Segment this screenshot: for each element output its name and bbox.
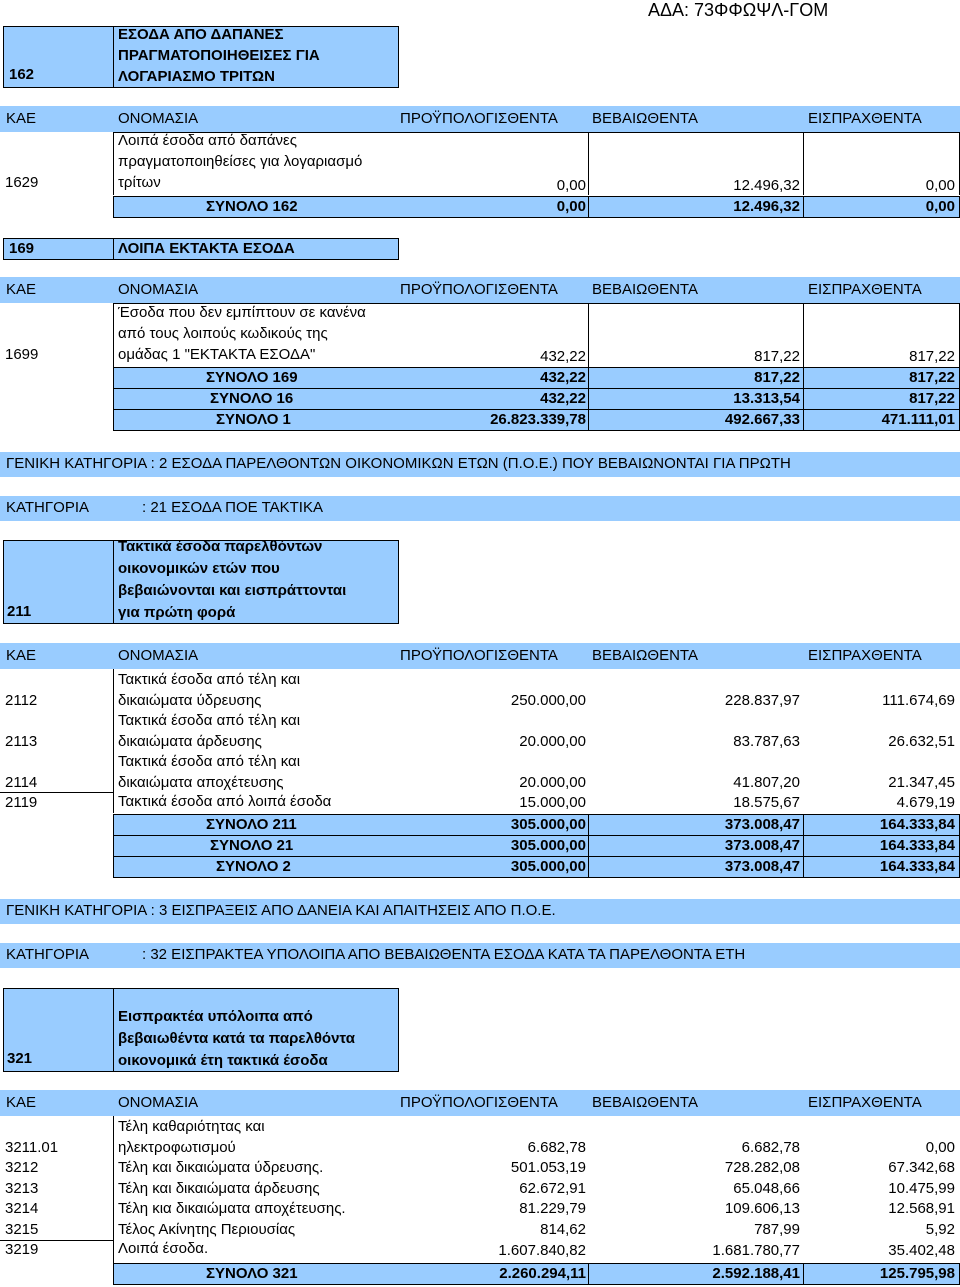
row-kae: 3212 <box>5 1159 39 1176</box>
row-proypologisthenta: 81.229,79 <box>519 1200 586 1217</box>
total-label: ΣΥΝΟΛΟ 21 <box>210 837 294 854</box>
col-eispraxthenta: ΕΙΣΠΡΑΧΘΕΝΤΑ <box>808 647 922 664</box>
total-label: ΣΥΝΟΛΟ 2 <box>216 858 291 875</box>
total-vevaiothenta: 373.008,47 <box>724 858 800 875</box>
column-header-row <box>0 643 960 669</box>
category-value: : 21 ΕΣΟΔΑ ΠΟΕ ΤΑΚΤΙΚΑ <box>142 499 323 516</box>
ada-code: ΑΔΑ: 73ΦΦΩΨΛ-ΓΟΜ <box>648 0 829 20</box>
total-eispraxthenta: 164.333,84 <box>879 816 955 833</box>
row-name-line: Τέλη και δικαιώματα ύδρευσης. <box>118 1159 324 1176</box>
row-kae: 2113 <box>5 733 38 750</box>
group-title-line: οικονομικά έτη τακτικά έσοδα <box>118 1052 328 1069</box>
row-eispraxthenta: 817,22 <box>909 348 955 365</box>
col-onomasia: ΟΝΟΜΑΣΙΑ <box>118 647 199 664</box>
row-name-line: Τακτικά έσοδα από τέλη και <box>118 671 301 688</box>
row-vevaiothenta: 18.575,67 <box>733 794 800 811</box>
total-vevaiothenta: 13.313,54 <box>733 390 800 407</box>
col-vevaiothenta: ΒΕΒΑΙΩΘΕΝΤΑ <box>592 281 698 298</box>
group-title: ΛΟΙΠΑ ΕΚΤΑΚΤΑ ΕΣΟΔΑ <box>118 240 295 257</box>
row-vevaiothenta: 787,99 <box>754 1221 800 1238</box>
row-name-line: Τακτικά έσοδα από τέλη και <box>118 712 301 729</box>
total-proypologisthenta: 305.000,00 <box>510 816 586 833</box>
row-name-line: τρίτων <box>118 174 161 191</box>
row-vevaiothenta: 728.282,08 <box>724 1159 800 1176</box>
col-kae: ΚΑΕ <box>6 647 37 664</box>
category-label: ΚΑΤΗΓΟΡΙΑ <box>6 499 89 516</box>
col-onomasia: ΟΝΟΜΑΣΙΑ <box>118 281 199 298</box>
column-header-row <box>0 1090 960 1116</box>
total-label: ΣΥΝΟΛΟ 321 <box>206 1265 298 1282</box>
general-category-2 <box>0 452 960 477</box>
total-vevaiothenta: 12.496,32 <box>733 198 800 215</box>
column-header-row <box>0 106 960 132</box>
group-code: 169 <box>9 240 35 257</box>
row-kae: 2119 <box>5 794 38 811</box>
row-name-line: Τέλος Ακίνητης Περιουσίας <box>118 1221 296 1238</box>
total-vevaiothenta: 817,22 <box>754 369 800 386</box>
row-proypologisthenta: 20.000,00 <box>519 733 586 750</box>
group-title-line: Τακτικά έσοδα παρελθόντων <box>118 538 323 555</box>
col-vevaiothenta: ΒΕΒΑΙΩΘΕΝΤΑ <box>592 110 698 127</box>
row-vevaiothenta: 817,22 <box>754 348 800 365</box>
row-eispraxthenta: 5,92 <box>925 1221 955 1238</box>
row-name-line: Τέλη καθαριότητας και <box>118 1118 265 1135</box>
total-label: ΣΥΝΟΛΟ 169 <box>206 369 298 386</box>
col-eispraxthenta: ΕΙΣΠΡΑΧΘΕΝΤΑ <box>808 281 922 298</box>
row-vevaiothenta: 228.837,97 <box>724 692 800 709</box>
group-title-line: ΛΟΓΑΡΙΑΣΜΟ ΤΡΙΤΩΝ <box>118 68 275 85</box>
row-proypologisthenta: 0,00 <box>556 177 586 194</box>
total-proypologisthenta: 305.000,00 <box>510 837 586 854</box>
total-vevaiothenta: 373.008,47 <box>724 816 800 833</box>
row-eispraxthenta: 0,00 <box>925 1139 955 1156</box>
column-header-row <box>0 277 960 303</box>
total-proypologisthenta: 432,22 <box>540 369 586 386</box>
group-title-line: ΠΡΑΓΜΑΤΟΠΟΙΗΘΕΙΣΕΣ ΓΙΑ <box>118 47 320 64</box>
row-kae: 1629 <box>5 174 39 191</box>
row-name-line: ομάδας 1 "ΕΚΤΑΚΤΑ ΕΣΟΔΑ" <box>118 346 316 363</box>
total-vevaiothenta: 2.592.188,41 <box>712 1265 800 1282</box>
category-value: : 32 ΕΙΣΠΡΑΚΤΕΑ ΥΠΟΛΟΙΠΑ ΑΠΟ ΒΕΒΑΙΩΘΕΝΤΑ ΕΣΟΔΑ ΚΑΤΑ ΤΑ ΠΑΡΕΛΘΟΝΤΑ ΕΤΗ <box>142 946 746 963</box>
row-proypologisthenta: 20.000,00 <box>519 774 586 791</box>
row-eispraxthenta: 12.568,91 <box>888 1200 955 1217</box>
group-title-line: Εισπρακτέα υπόλοιπα από <box>118 1008 313 1025</box>
row-kae: 2114 <box>5 774 38 791</box>
row-kae: 2112 <box>5 692 38 709</box>
row-eispraxthenta: 26.632,51 <box>888 733 955 750</box>
col-eispraxthenta: ΕΙΣΠΡΑΧΘΕΝΤΑ <box>808 1094 922 1111</box>
row-vevaiothenta: 83.787,63 <box>733 733 800 750</box>
total-eispraxthenta: 125.795,98 <box>879 1265 955 1282</box>
row-proypologisthenta: 250.000,00 <box>510 692 586 709</box>
group-code: 162 <box>9 66 35 83</box>
total-proypologisthenta: 0,00 <box>556 198 586 215</box>
total-eispraxthenta: 817,22 <box>909 369 955 386</box>
col-kae: ΚΑΕ <box>6 1094 37 1111</box>
row-name-line: δικαιώματα αποχέτευσης <box>118 774 284 791</box>
row-name-line: ηλεκτροφωτισμού <box>118 1139 236 1156</box>
total-proypologisthenta: 2.260.294,11 <box>499 1265 586 1282</box>
row-proypologisthenta: 15.000,00 <box>519 794 586 811</box>
col-kae: ΚΑΕ <box>6 281 37 298</box>
general-category-label: ΓΕΝΙΚΗ ΚΑΤΗΓΟΡΙΑ : 3 ΕΙΣΠΡΑΞΕΙΣ ΑΠΟ ΔΑΝΕΙΑ ΚΑΙ ΑΠΑΙΤΗΣΕΙΣ ΑΠΟ Π.Ο.Ε. <box>6 902 556 919</box>
row-kae: 3211.01 <box>5 1139 59 1156</box>
col-proypologisthenta: ΠΡΟΫΠΟΛΟΓΙΣΘΕΝΤΑ <box>400 110 558 127</box>
row-vevaiothenta: 65.048,66 <box>733 1180 800 1197</box>
row-kae: 1699 <box>5 346 39 363</box>
row-name-line: Τέλη κια δικαιώματα αποχέτευσης. <box>118 1200 346 1217</box>
row-name-line: Τακτικά έσοδα από λοιπά έσοδα <box>118 793 332 810</box>
total-label: ΣΥΝΟΛΟ 211 <box>206 816 297 833</box>
group-title-line: για πρώτη φορά <box>118 604 236 621</box>
row-kae: 3219 <box>5 1241 39 1258</box>
col-onomasia: ΟΝΟΜΑΣΙΑ <box>118 1094 199 1111</box>
col-vevaiothenta: ΒΕΒΑΙΩΘΕΝΤΑ <box>592 647 698 664</box>
row-name-line: Λοιπά έσοδα. <box>118 1240 209 1257</box>
category-label: ΚΑΤΗΓΟΡΙΑ <box>6 946 89 963</box>
row-name-line: δικαιώματα άρδευσης <box>118 733 262 750</box>
group-title-line: βεβαιωθέντα κατά τα παρελθόντα <box>118 1030 355 1047</box>
group-title-line: ΕΣΟΔΑ ΑΠΟ ΔΑΠΑΝΕΣ <box>118 26 284 43</box>
row-vevaiothenta: 1.681.780,77 <box>712 1242 800 1259</box>
total-label: ΣΥΝΟΛΟ 162 <box>206 198 298 215</box>
group-title-line: οικονομικών ετών που <box>118 560 280 577</box>
row-eispraxthenta: 35.402,48 <box>888 1242 955 1259</box>
row-proypologisthenta: 62.672,91 <box>519 1180 586 1197</box>
total-label: ΣΥΝΟΛΟ 1 <box>216 411 291 428</box>
col-vevaiothenta: ΒΕΒΑΙΩΘΕΝΤΑ <box>592 1094 698 1111</box>
row-eispraxthenta: 21.347,45 <box>888 774 955 791</box>
col-proypologisthenta: ΠΡΟΫΠΟΛΟΓΙΣΘΕΝΤΑ <box>400 647 558 664</box>
row-name-line: δικαιώματα ύδρευσης <box>118 692 262 709</box>
row-vevaiothenta: 109.606,13 <box>724 1200 800 1217</box>
row-name-line: Έσοδα που δεν εμπίπτουν σε κανένα <box>118 304 366 321</box>
row-proypologisthenta: 432,22 <box>540 348 586 365</box>
row-eispraxthenta: 67.342,68 <box>888 1159 955 1176</box>
col-kae: ΚΑΕ <box>6 110 37 127</box>
total-eispraxthenta: 0,00 <box>925 198 955 215</box>
general-category-3 <box>0 899 960 924</box>
row-name-line: πραγματοποιηθείσες για λογαριασμό <box>118 153 363 170</box>
row-vevaiothenta: 6.682,78 <box>741 1139 800 1156</box>
general-category-label: ΓΕΝΙΚΗ ΚΑΤΗΓΟΡΙΑ : 2 ΕΣΟΔΑ ΠΑΡΕΛΘΟΝΤΩΝ ΟΙΚΟΝΟΜΙΚΩΝ ΕΤΩΝ (Π.Ο.Ε.) ΠΟΥ ΒΕΒΑΙΩΝΟΝΤΑΙ ΓΙΑ ΠΡΩΤΗ <box>6 455 791 472</box>
row-kae: 3215 <box>5 1221 39 1238</box>
group-code: 211 <box>7 603 32 620</box>
row-vevaiothenta: 41.807,20 <box>733 774 800 791</box>
total-eispraxthenta: 817,22 <box>909 390 955 407</box>
row-eispraxthenta: 0,00 <box>925 177 955 194</box>
row-name-line: Λοιπά έσοδα από δαπάνες <box>118 132 297 149</box>
category-32 <box>0 943 960 968</box>
row-proypologisthenta: 6.682,78 <box>527 1139 586 1156</box>
total-eispraxthenta: 471.111,01 <box>881 411 955 428</box>
row-eispraxthenta: 4.679,19 <box>896 794 955 811</box>
row-eispraxthenta: 10.475,99 <box>888 1180 955 1197</box>
group-code: 321 <box>7 1050 33 1067</box>
category-21 <box>0 496 960 521</box>
total-eispraxthenta: 164.333,84 <box>879 858 955 875</box>
total-label: ΣΥΝΟΛΟ 16 <box>210 390 294 407</box>
total-eispraxthenta: 164.333,84 <box>879 837 955 854</box>
row-name-line: Τέλη και δικαιώματα άρδευσης <box>118 1180 320 1197</box>
col-proypologisthenta: ΠΡΟΫΠΟΛΟΓΙΣΘΕΝΤΑ <box>400 281 558 298</box>
group-title-line: βεβαιώνονται και εισπράττονται <box>118 582 347 599</box>
total-vevaiothenta: 492.667,33 <box>724 411 800 428</box>
col-eispraxthenta: ΕΙΣΠΡΑΧΘΕΝΤΑ <box>808 110 922 127</box>
row-kae: 3213 <box>5 1180 39 1197</box>
row-eispraxthenta: 111.674,69 <box>882 692 955 709</box>
total-proypologisthenta: 305.000,00 <box>510 858 586 875</box>
total-proypologisthenta: 432,22 <box>540 390 586 407</box>
row-name-line: από τους λοιπούς κωδικούς της <box>118 325 328 342</box>
row-vevaiothenta: 12.496,32 <box>733 177 800 194</box>
total-vevaiothenta: 373.008,47 <box>724 837 800 854</box>
row-name-line: Τακτικά έσοδα από τέλη και <box>118 753 301 770</box>
row-proypologisthenta: 814,62 <box>540 1221 586 1238</box>
col-proypologisthenta: ΠΡΟΫΠΟΛΟΓΙΣΘΕΝΤΑ <box>400 1094 558 1111</box>
row-proypologisthenta: 501.053,19 <box>510 1159 586 1176</box>
row-kae: 3214 <box>5 1200 39 1217</box>
col-onomasia: ΟΝΟΜΑΣΙΑ <box>118 110 199 127</box>
total-proypologisthenta: 26.823.339,78 <box>490 411 586 428</box>
row-proypologisthenta: 1.607.840,82 <box>498 1242 586 1259</box>
